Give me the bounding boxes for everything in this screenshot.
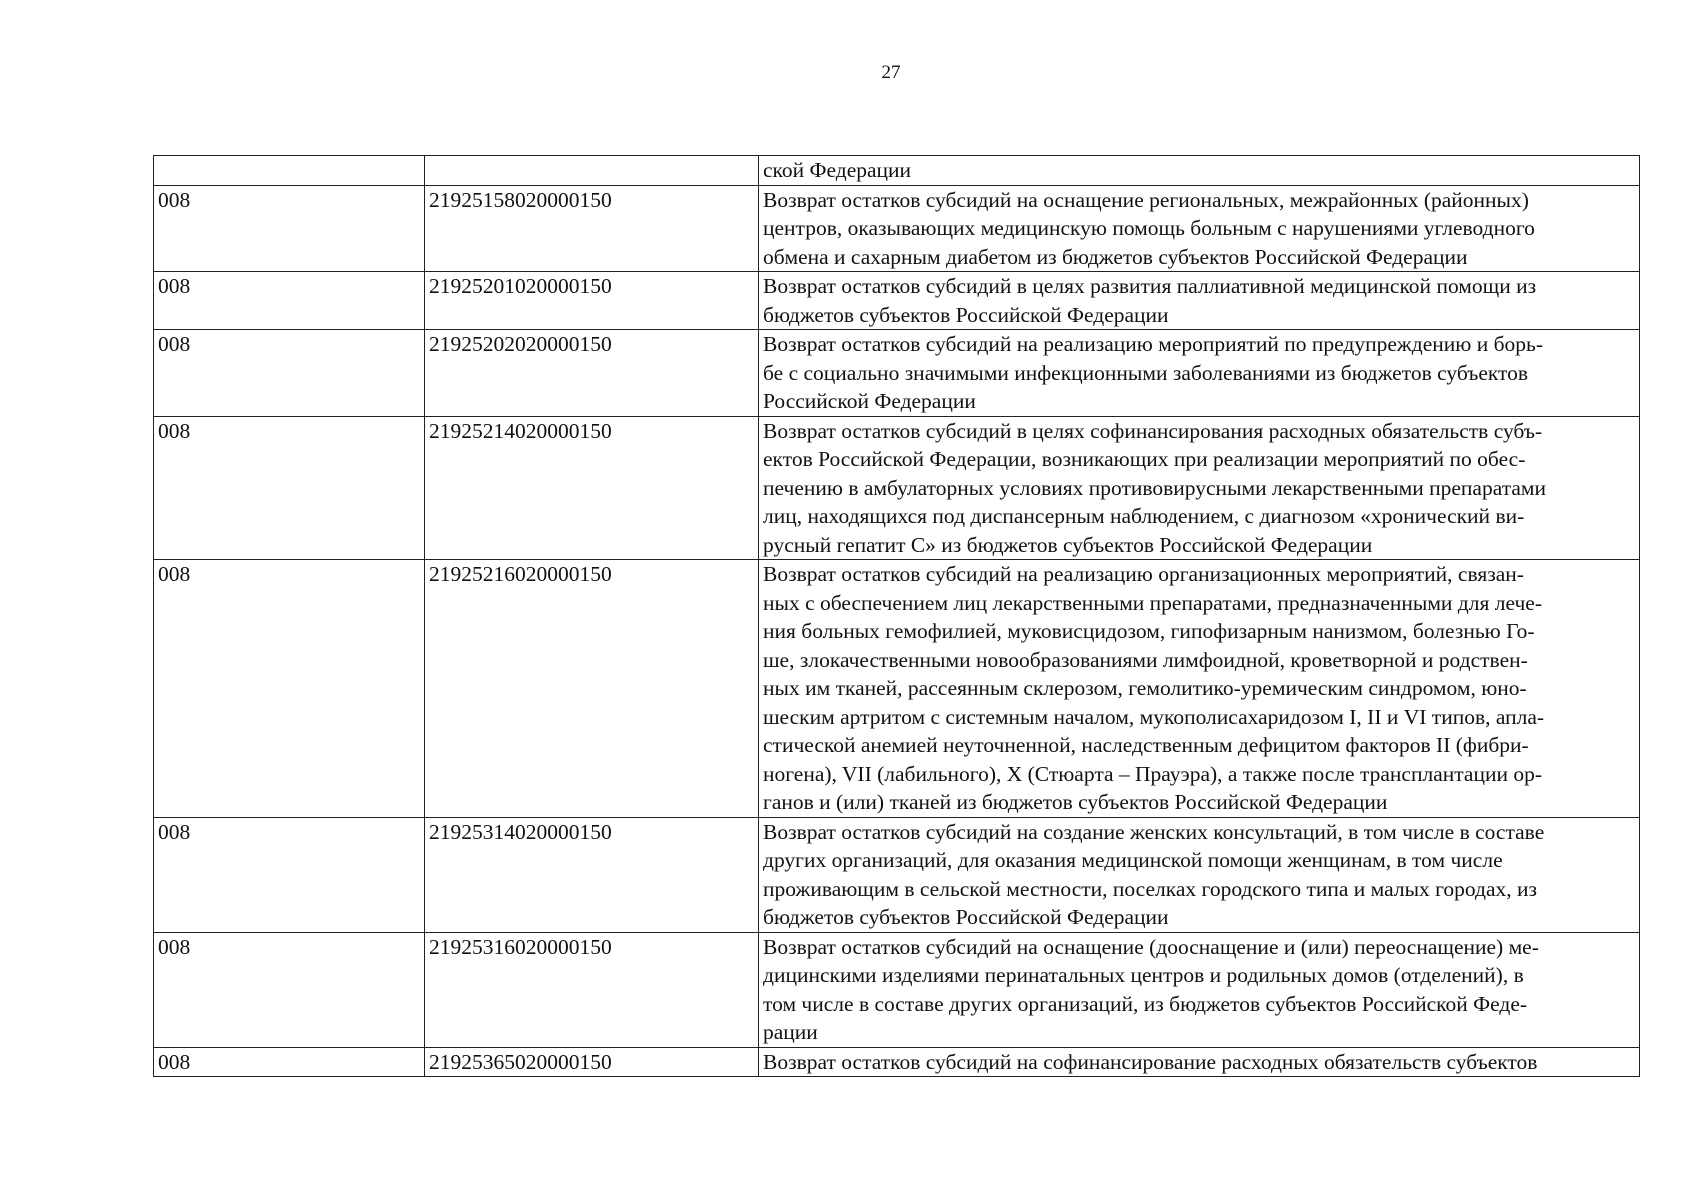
admin-code-cell: 008 xyxy=(154,932,425,1047)
kbk-code-cell: 21925216020000150 xyxy=(425,560,759,818)
admin-code-cell xyxy=(154,156,425,186)
admin-code-cell: 008 xyxy=(154,416,425,560)
kbk-code-cell: 21925214020000150 xyxy=(425,416,759,560)
table-body xyxy=(154,156,1640,1077)
admin-code-cell: 008 xyxy=(154,560,425,818)
table-row xyxy=(154,560,1640,818)
table-row xyxy=(154,1047,1640,1077)
admin-code-cell: 008 xyxy=(154,185,425,272)
page-number: 27 xyxy=(881,62,901,83)
description-cell: Возврат остатков субсидий на оснащение региональных, межрайонных (районных) центров, оказывающих медицинскую помощь больным с нарушениями углеводного обмена и сахарным диабетом из бюджетов субъектов Российской Федерации xyxy=(759,185,1640,272)
kbk-code-cell: 21925201020000150 xyxy=(425,272,759,330)
admin-code-cell: 008 xyxy=(154,272,425,330)
kbk-code-cell: 21925365020000150 xyxy=(425,1047,759,1077)
description-cell: Возврат остатков субсидий в целях софинансирования расходных обязательств субъ- ектов Российской Федерации, возникающих при реализации мероприятий по обес- печению в амбулаторных условиях противовирусными лекарственными препаратами лиц, находящихся под диспансерным наблюдением, с диагнозом «хронический ви- русный гепатит С» из бюджетов субъектов Российской Федерации xyxy=(759,416,1640,560)
table-row xyxy=(154,330,1640,417)
kbk-code-cell: 21925316020000150 xyxy=(425,932,759,1047)
description-cell: Возврат остатков субсидий на создание женских консультаций, в том числе в составе других организаций, для оказания медицинской помощи женщинам, в том числе проживающим в сельской местности, поселках городского типа и малых городах, из бюджетов субъектов Российской Федерации xyxy=(759,817,1640,932)
description-cell: Возврат остатков субсидий на софинансирование расходных обязательств субъектов xyxy=(759,1047,1640,1077)
kbk-code-cell: 21925202020000150 xyxy=(425,330,759,417)
description-cell: Возврат остатков субсидий на оснащение (дооснащение и (или) переоснащение) ме- дицинскими изделиями перинатальных центров и родильных домов (отделений), в том числе в составе других организаций, из бюджетов субъектов Российской Феде- рации xyxy=(759,932,1640,1047)
kbk-code-cell xyxy=(425,156,759,186)
kbk-code-cell: 21925158020000150 xyxy=(425,185,759,272)
table-row xyxy=(154,932,1640,1047)
budget-code-table xyxy=(153,155,1640,1077)
admin-code-cell: 008 xyxy=(154,817,425,932)
admin-code-cell: 008 xyxy=(154,1047,425,1077)
description-cell: ской Федерации xyxy=(759,156,1640,186)
table-row xyxy=(154,272,1640,330)
table-row xyxy=(154,156,1640,186)
description-cell: Возврат остатков субсидий на реализацию мероприятий по предупреждению и борь- бе с социально значимыми инфекционными заболеваниями из бюджетов субъектов Российской Федерации xyxy=(759,330,1640,417)
description-cell: Возврат остатков субсидий в целях развития паллиативной медицинской помощи из бюджетов субъектов Российской Федерации xyxy=(759,272,1640,330)
admin-code-cell: 008 xyxy=(154,330,425,417)
table-row xyxy=(154,817,1640,932)
kbk-code-cell: 21925314020000150 xyxy=(425,817,759,932)
table-row xyxy=(154,185,1640,272)
description-cell: Возврат остатков субсидий на реализацию организационных мероприятий, связан- ных с обеспечением лиц лекарственными препаратами, предназначенными для лече- ния больных гемофилией, муковисцидозом, гипофизарным нанизмом, болезнью Го- ше, злокачественными новообразованиями лимфоидной, кроветворной и родствен- ных им тканей, рассеянным склерозом, гемолитико-уремическим синдромом, юно- шеским артритом с системным началом, мукополисахаридозом I, II и VI типов, апла- стической анемией неуточненной, наследственным дефицитом факторов II (фибри- ногена), VII (лабильного), X (Стюарта – Прауэра), а также после трансплантации ор- ганов и (или) тканей из бюджетов субъектов Российской Федерации xyxy=(759,560,1640,818)
table-row xyxy=(154,416,1640,560)
